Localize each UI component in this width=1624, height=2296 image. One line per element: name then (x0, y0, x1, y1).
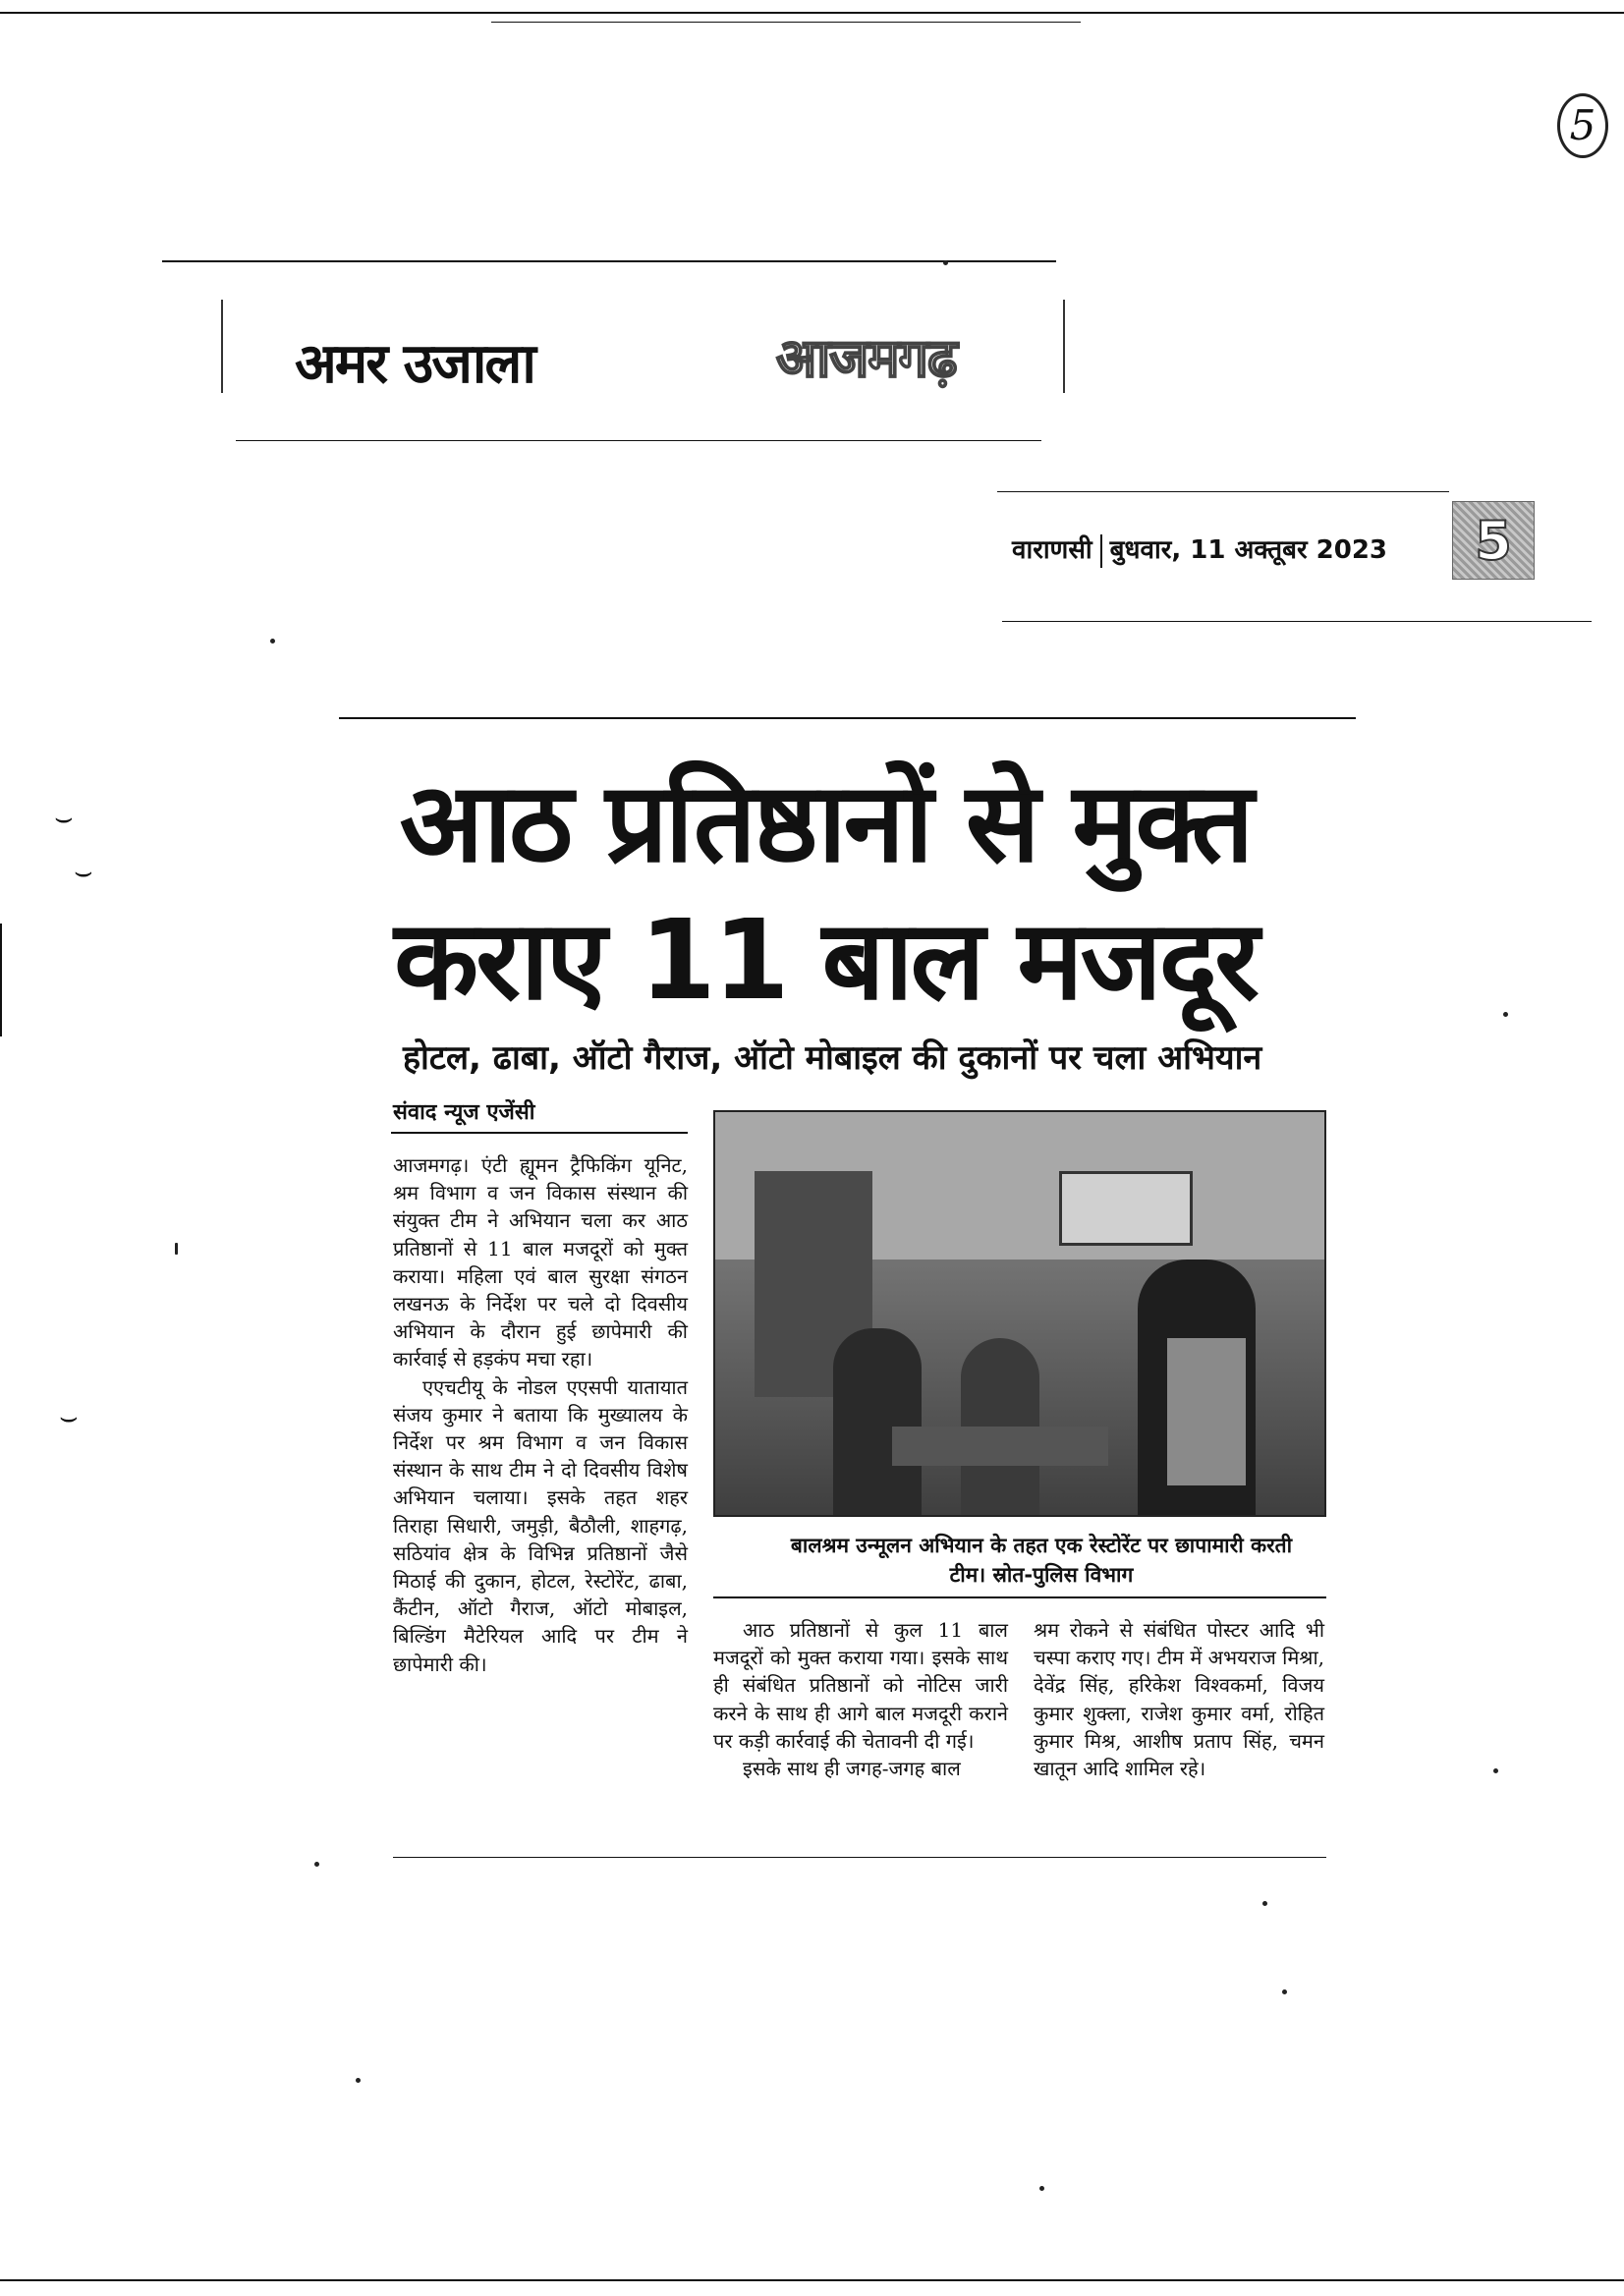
scan-rule-bottom (0, 2279, 1624, 2281)
scan-speck (1282, 1989, 1287, 1994)
dateline-date: बुधवार, 11 अक्तूबर 2023 (1109, 535, 1388, 565)
photo-table (892, 1427, 1108, 1466)
column-3-paragraph-1: श्रम रोकने से संबंधित पोस्टर आदि भी चस्पा कराए गए। टीम में अभयराज मिश्रा, देवेंद्र सिंह, हरिकेश विश्वकर्मा, विजय कुमार शुक्ला, राजेश कुमार वर्मा, रोहित कुमार मिश्र, आशीष प्रताप सिंह, चमन खातून आदि शामिल रहे। (1034, 1618, 1325, 1781)
article-column-1 (393, 1151, 688, 1678)
headline-line-1: आठ प्रतिष्ठानों से मुक्त (399, 759, 1252, 887)
page-number: 5 (1475, 509, 1512, 572)
scan-speck (175, 1243, 178, 1255)
scan-speck (1039, 2186, 1044, 2191)
photo-shirt (1167, 1338, 1246, 1485)
handwritten-page-number: 5 (1557, 93, 1608, 158)
dateline-rule-bottom (1002, 621, 1592, 622)
scan-speck (356, 2078, 361, 2083)
column-1-paragraph-2: एएचटीयू के नोडल एएसपी यातायात संजय कुमार ने बताया कि मुख्यालय के निर्देश पर श्रम विभाग व जन विकास संस्थान के साथ टीम ने दो दिवसीय विशेष अभियान चलाया। इसके तहत शहर तिराहा सिधारी, जमुड़ी, बैठौली, शाहगढ़, सठियांव क्षेत्र के विभिन्न प्रतिष्ठानों जैसे मिठाई की दुकान, होटल, रेस्टोरेंट, ढाबा, कैंटीन, ऑटो गैराज, ऑटो मोबाइल, बिल्डिंग मैटेरियल आदि पर टीम ने छापेमारी की। (393, 1374, 688, 1676)
subhead: होटल, ढाबा, ऑटो गैराज, ऑटो मोबाइल की दुकानों पर चला अभियान (403, 1038, 1262, 1078)
column-2-paragraph-1: आठ प्रतिष्ठानों से कुल 11 बाल मजदूरों को मुक्त कराया गया। इसके साथ ही संबंधित प्रतिष्ठानों को नोटिस जारी करने के साथ ही आगे बाल मजदूरी कराने पर कड़ी कार्रवाई की चेतावनी दी गई। (713, 1618, 1008, 1753)
caption-rule (713, 1596, 1326, 1598)
article-photo (713, 1110, 1326, 1517)
scan-speck (943, 260, 948, 265)
page-number-box (1452, 501, 1535, 580)
masthead-rule-bottom (236, 440, 1041, 441)
edition-name: आजमगढ़ (776, 327, 957, 389)
byline-rule (391, 1132, 688, 1134)
dateline-city: वाराणसी (1012, 535, 1092, 565)
left-edge-line (0, 924, 2, 1036)
scan-speck (1493, 1768, 1498, 1773)
column-1-paragraph-1: आजमगढ़। एंटी ह्यूमन ट्रैफिकिंग यूनिट, श्रम विभाग व जन विकास संस्थान की संयुक्त टीम ने अभियान चला कर आठ प्रतिष्ठानों से 11 बाल मजदूरों को मुक्त कराया। महिला एवं बाल सुरक्षा संगठन लखनऊ के निर्देश पर चले दो दिवसीय अभियान के दौरान हुई छापेमारी की कार्रवाई से हड़कंप मचा रहा। (393, 1153, 688, 1372)
scan-speck (1262, 1901, 1267, 1906)
dateline (1012, 531, 1387, 568)
column-2-paragraph-2: इसके साथ ही जगह-जगह बाल (743, 1757, 961, 1781)
margin-scan-mark: ⌣ (74, 855, 93, 889)
headline-line-2: कराए 11 बाल मजदूर (394, 897, 1257, 1025)
article-rule-top (339, 717, 1356, 719)
scan-rule-top (0, 12, 1624, 14)
photo-caption: बालश्रम उन्मूलन अभियान के तहत एक रेस्टोरेंट पर छापामारी करती टीम। स्रोत-पुलिस विभाग (790, 1534, 1293, 1587)
photo-window (1059, 1171, 1193, 1246)
photo-person-1 (833, 1328, 922, 1515)
byline: संवाद न्यूज एजेंसी (393, 1100, 535, 1125)
margin-scan-mark: ⌣ (54, 801, 74, 835)
scan-speck (270, 639, 275, 644)
dateline-separator (1100, 534, 1102, 568)
margin-scan-mark: ⌣ (59, 1400, 79, 1434)
scan-rule-top-thin (491, 22, 1081, 23)
scan-speck (1503, 1012, 1508, 1017)
scan-speck (314, 1862, 319, 1867)
article-column-2 (713, 1616, 1008, 1782)
masthead-rule-top (162, 260, 1056, 262)
paper-name: अमर उजाला (295, 332, 534, 396)
article-rule-bottom (393, 1857, 1326, 1858)
article-column-3 (1034, 1616, 1324, 1782)
dateline-rule-top (997, 491, 1449, 492)
